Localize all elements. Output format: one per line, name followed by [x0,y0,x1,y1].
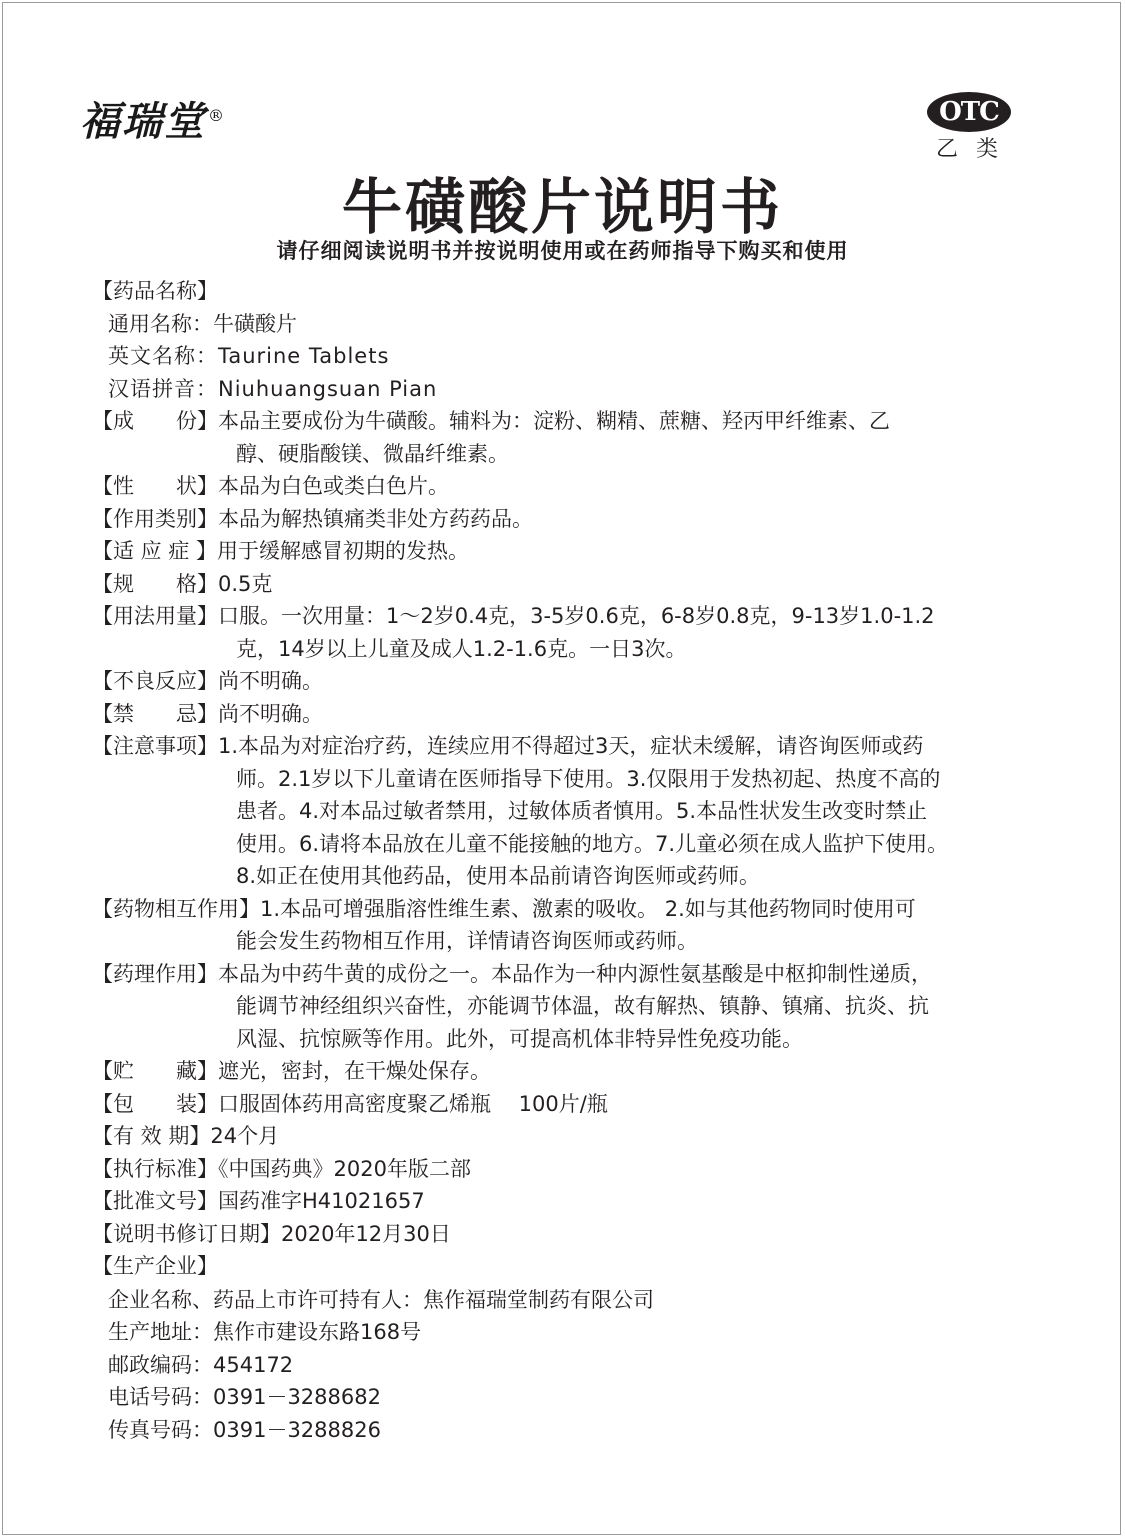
precautions-line-3: 患者。4.对本品过敏者禁用，过敏体质者慎用。5.本品性状发生改变时禁止 [236,799,928,823]
english-name: 英文名称：Taurine Tablets [108,344,390,368]
manufacturer-fax: 传真号码：0391－3288826 [108,1418,381,1442]
storage-label: 【贮 藏】 [92,1059,218,1083]
composition-row [92,405,890,437]
manufacturer-label: 【生产企业】 [92,1254,218,1278]
approval-label: 【批准文号】 [92,1189,218,1213]
interactions-row [92,893,916,925]
category-text: 本品为解热镇痛类非处方药药品。 [218,507,533,531]
indication-label: 【适 应 症 】 [92,539,218,563]
dosage-row [92,600,935,632]
precautions-label: 【注意事项】 [92,734,218,758]
registered-mark: ® [208,105,226,125]
interactions-line-1: 1.本品可增强脂溶性维生素、激素的吸收。 2.如与其他药物同时使用可 [260,897,916,921]
validity-text: 24个月 [210,1124,280,1148]
contra-text: 尚不明确。 [218,702,323,726]
otc-class: 乙类 [936,137,1017,162]
document-subtitle: 请仔细阅读说明书并按说明使用或在药师指导下购买和使用 [276,239,849,263]
spec-label: 【规 格】 [92,572,218,596]
dosage-line-2: 克，14岁以上儿童及成人1.2-1.6克。一日3次。 [236,637,687,661]
contra-row [92,698,323,730]
dosage-line-1: 口服。一次用量：1～2岁0.4克，3-5岁0.6克，6-8岁0.8克，9-13岁1.0-1.2 [218,604,935,628]
pharmacology-row [92,958,932,990]
interactions-line-2: 能会发生药物相互作用，详情请咨询医师或药师。 [236,929,698,953]
validity-row [92,1120,279,1152]
package-label: 【包 装】 [92,1092,218,1116]
pharmacology-label: 【药理作用】 [92,962,218,986]
manufacturer-phone: 电话号码：0391－3288682 [108,1385,381,1409]
dosage-label: 【用法用量】 [92,604,218,628]
adverse-row [92,665,323,697]
composition-label: 【成 份】 [92,409,218,433]
revision-row [92,1218,451,1250]
revision-label: 【说明书修订日期】 [92,1222,281,1246]
adverse-label: 【不良反应】 [92,669,218,693]
storage-text: 遮光，密封，在干燥处保存。 [218,1059,491,1083]
validity-label: 【有 效 期】 [92,1124,211,1148]
composition-line-1: 本品主要成份为牛磺酸。辅料为：淀粉、糊精、蔗糖、羟丙甲纤维素、乙 [218,409,890,433]
precautions-line-4: 使用。6.请将本品放在儿童不能接触的地方。7.儿童必须在成人监护下使用。 [236,832,949,856]
adverse-text: 尚不明确。 [218,669,323,693]
manufacturer-name: 企业名称、药品上市许可持有人：焦作福瑞堂制药有限公司 [108,1288,654,1312]
precautions-line-2: 师。2.1岁以下儿童请在医师指导下使用。3.仅限用于发热初起、热度不高的 [236,767,941,791]
contra-label: 【禁 忌】 [92,702,218,726]
otc-badge: OTC [927,92,1011,132]
package-text: 口服固体药用高密度聚乙烯瓶 100片/瓶 [218,1092,608,1116]
category-label: 【作用类别】 [92,507,218,531]
character-text: 本品为白色或类白色片。 [218,474,449,498]
pinyin-name: 汉语拼音：Niuhuangsuan Pian [108,377,438,401]
character-label: 【性 状】 [92,474,218,498]
brand-logo-text: 福瑞堂 [80,98,206,145]
composition-line-2: 醇、硬脂酸镁、微晶纤维素。 [236,442,509,466]
standard-row [92,1153,471,1185]
character-row [92,470,449,502]
standard-label: 【执行标准】 [92,1157,218,1181]
precautions-line-1: 1.本品为对症治疗药，连续应用不得超过3天，症状未缓解，请咨询医师或药 [218,734,924,758]
interactions-label: 【药物相互作用】 [92,897,260,921]
pharmacology-line-1: 本品为中药牛黄的成份之一。本品作为一种内源性氨基酸是中枢抑制性递质， [218,962,932,986]
category-row [92,503,533,535]
document-title: 牛磺酸片说明书 [342,173,783,243]
approval-row [92,1185,425,1217]
pharmacology-line-2: 能调节神经组织兴奋性，亦能调节体温，故有解热、镇静、镇痛、抗炎、抗 [236,994,929,1018]
generic-name: 通用名称：牛磺酸片 [108,312,297,336]
brand-logo [80,90,226,147]
approval-text: 国药准字H41021657 [218,1189,425,1213]
manufacturer-postcode: 邮政编码：454172 [108,1353,294,1377]
storage-row [92,1055,491,1087]
indication-row [92,535,469,567]
pharmacology-line-3: 风湿、抗惊厥等作用。此外，可提高机体非特异性免疫功能。 [236,1027,803,1051]
manufacturer-address: 生产地址：焦作市建设东路168号 [108,1320,422,1344]
standard-text: 《中国药典》2020年版二部 [218,1157,471,1181]
spec-row [92,568,272,600]
precautions-line-5: 8.如正在使用其他药品，使用本品前请咨询医师或药师。 [236,864,761,888]
package-row [92,1088,608,1120]
revision-text: 2020年12月30日 [281,1222,451,1246]
section-drug-name-label: 【药品名称】 [92,279,218,303]
precautions-row [92,730,923,762]
indication-text: 用于缓解感冒初期的发热。 [217,539,470,563]
spec-text: 0.5克 [218,572,273,596]
